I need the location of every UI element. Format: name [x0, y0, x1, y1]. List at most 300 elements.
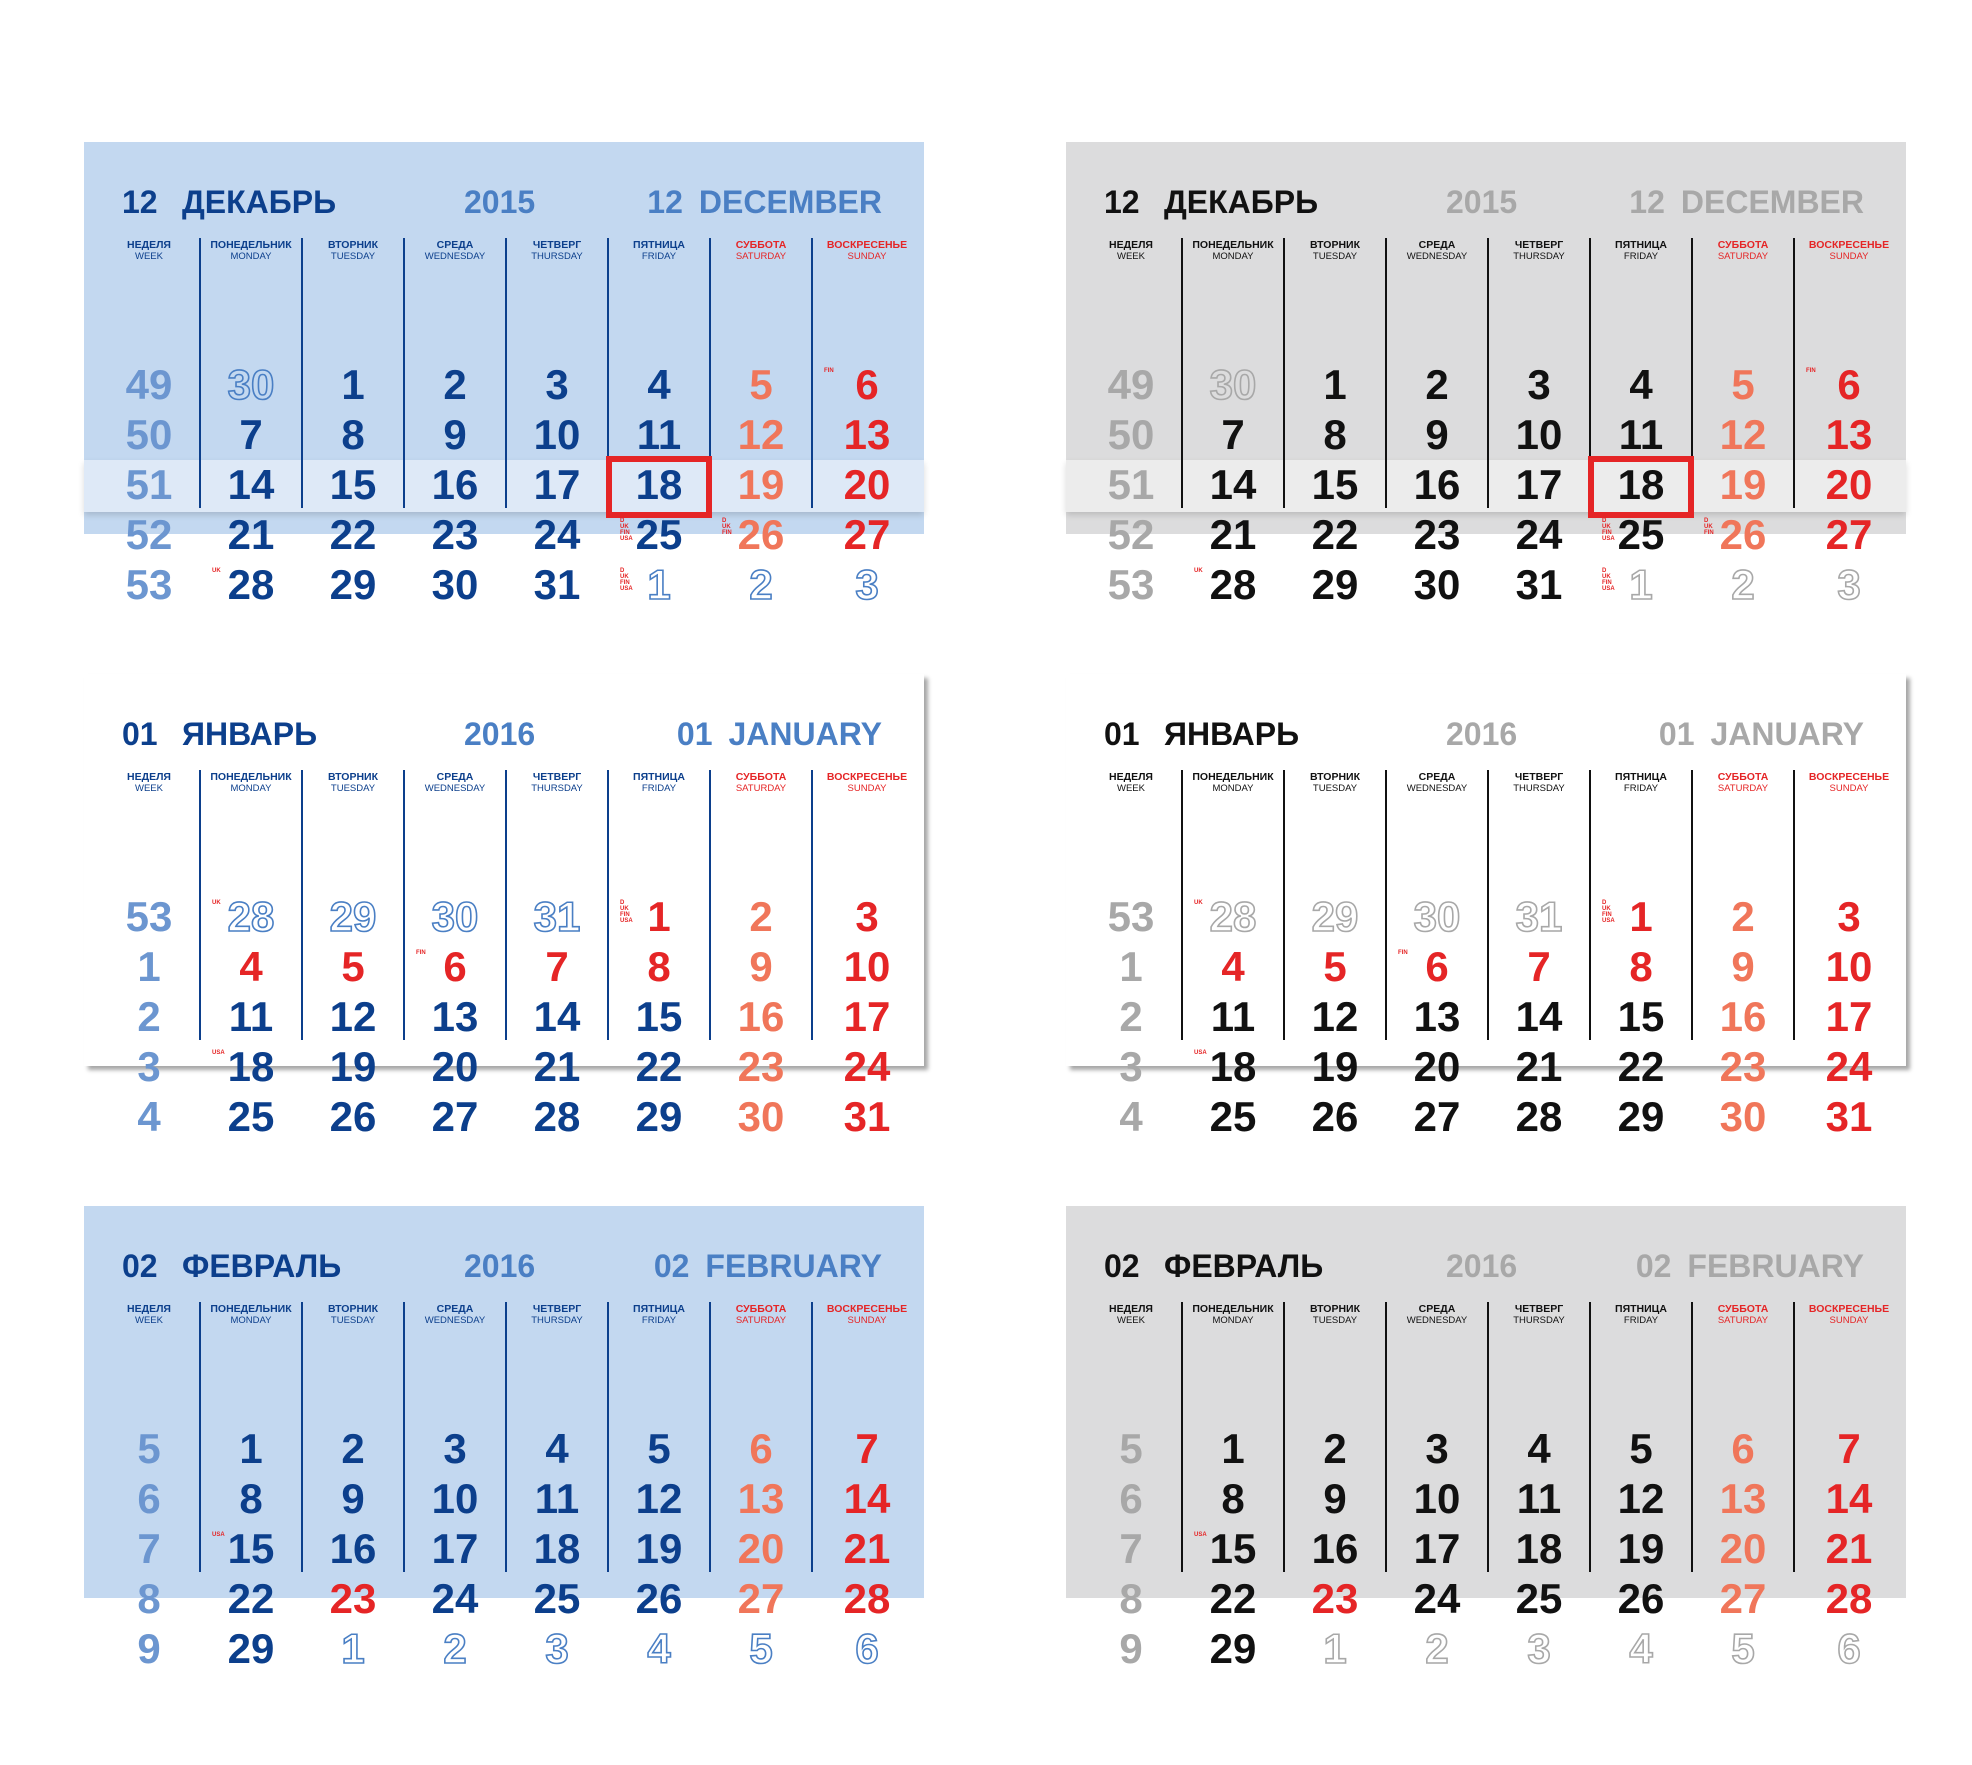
day-cell[interactable]: 28	[1209, 561, 1257, 608]
day-cell[interactable]: 27	[737, 1575, 785, 1622]
day-cell[interactable]: 28	[1825, 1575, 1873, 1622]
week-number: 53	[125, 893, 173, 940]
day-cell[interactable]: 30	[1209, 361, 1257, 408]
day-cell[interactable]: 25	[1617, 511, 1665, 558]
day-header-en: WEEK	[1117, 251, 1145, 262]
month-title-ru	[122, 718, 317, 750]
day-cell[interactable]: 28	[1209, 893, 1257, 940]
day-cell[interactable]: 10	[533, 411, 581, 458]
day-cell[interactable]: 1	[1323, 1625, 1347, 1672]
day-cell[interactable]: 23	[1311, 1575, 1359, 1622]
day-header-en: MONDAY	[230, 783, 272, 794]
day-cell[interactable]: 12	[1617, 1475, 1665, 1522]
day-header	[200, 771, 302, 795]
day-cell[interactable]: 6	[855, 361, 879, 408]
day-cell[interactable]: 14	[1209, 461, 1257, 508]
day-cell[interactable]: 28	[1515, 1093, 1563, 1140]
week-number: 2	[137, 993, 161, 1040]
day-cell[interactable]: 9	[749, 943, 773, 990]
day-cell[interactable]: 29	[1311, 561, 1359, 608]
day-cell[interactable]: 29	[1311, 893, 1359, 940]
day-cell[interactable]: 12	[737, 411, 785, 458]
day-cell[interactable]: 29	[227, 1625, 275, 1672]
day-cell[interactable]: 5	[647, 1425, 671, 1472]
day-cell[interactable]: 5	[1731, 361, 1755, 408]
week-number: 4	[137, 1093, 161, 1140]
day-header	[302, 1303, 404, 1327]
day-header	[608, 1303, 710, 1327]
day-header-en: SATURDAY	[735, 783, 787, 794]
day-cell[interactable]: 30	[431, 893, 479, 940]
day-cell[interactable]: 10	[843, 943, 891, 990]
day-cell[interactable]: 1	[341, 1625, 365, 1672]
day-cell[interactable]: 26	[737, 511, 785, 558]
day-cell[interactable]: 7	[1527, 943, 1551, 990]
holiday-mark: FIN	[1806, 368, 1816, 374]
day-cell[interactable]: 29	[329, 561, 377, 608]
day-cell[interactable]: 27	[1413, 1093, 1461, 1140]
month-title-en	[1629, 186, 1864, 218]
day-cell[interactable]: 12	[1719, 411, 1767, 458]
day-header-en: WEEK	[135, 251, 163, 262]
day-cell[interactable]: 1	[239, 1425, 263, 1472]
day-cell[interactable]: 1	[1629, 561, 1653, 608]
day-cell[interactable]: 1	[1323, 361, 1347, 408]
day-cell[interactable]: 7	[545, 943, 569, 990]
day-cell[interactable]: 4	[1221, 943, 1245, 990]
day-cell[interactable]: 17	[1515, 461, 1563, 508]
day-cell[interactable]: 16	[1719, 993, 1767, 1040]
holiday-mark: D UK FIN	[722, 518, 732, 536]
year-label: 2016	[464, 1248, 536, 1284]
day-header	[1794, 1303, 1904, 1327]
day-cell[interactable]: 15	[635, 993, 683, 1040]
day-cell[interactable]: 6	[855, 1625, 879, 1672]
day-cell[interactable]: 24	[843, 1043, 891, 1090]
day-cell[interactable]: 13	[431, 993, 479, 1040]
day-cell[interactable]: 2	[341, 1425, 365, 1472]
day-cell[interactable]: 3	[545, 361, 569, 408]
day-cell[interactable]: 23	[329, 1575, 377, 1622]
day-cell[interactable]: 24	[431, 1575, 479, 1622]
day-cell[interactable]: 28	[843, 1575, 891, 1622]
day-header-en: THURSDAY	[531, 783, 583, 794]
day-cell[interactable]: 27	[843, 511, 891, 558]
day-header-ru: ВОСКРЕСЕНЬЕ	[1808, 239, 1890, 251]
holiday-mark: USA	[212, 1532, 225, 1538]
day-header-ru: ВОСКРЕСЕНЬЕ	[826, 239, 908, 251]
day-cell[interactable]: 26	[1311, 1093, 1359, 1140]
day-cell[interactable]: 2	[1425, 361, 1449, 408]
day-header	[404, 239, 506, 263]
day-cell[interactable]: 23	[1413, 511, 1461, 558]
day-cell[interactable]: 8	[1323, 411, 1347, 458]
day-header-ru: СУББОТА	[735, 771, 787, 783]
day-cell[interactable]: 2	[749, 561, 773, 608]
day-cell[interactable]: 10	[1413, 1475, 1461, 1522]
day-cell[interactable]: 2	[443, 361, 467, 408]
day-cell[interactable]: 2	[1731, 893, 1755, 940]
day-cell[interactable]: 13	[1413, 993, 1461, 1040]
day-cell[interactable]: 29	[1209, 1625, 1257, 1672]
day-cell[interactable]: 23	[431, 511, 479, 558]
day-cell[interactable]: 4	[545, 1425, 569, 1472]
day-cell[interactable]: 11	[534, 1475, 580, 1522]
day-cell[interactable]: 26	[1617, 1575, 1665, 1622]
month-number: 01	[1104, 716, 1140, 752]
day-cell[interactable]: 9	[443, 411, 467, 458]
day-header-en: THURSDAY	[1513, 251, 1565, 262]
day-cell[interactable]: 29	[1617, 1093, 1665, 1140]
day-cell[interactable]: 25	[1209, 1093, 1257, 1140]
day-cell[interactable]: 6	[443, 943, 467, 990]
day-header-en: WEEK	[135, 1315, 163, 1326]
day-cell[interactable]: 16	[329, 1525, 377, 1572]
day-header	[1080, 771, 1182, 795]
day-cell[interactable]: 28	[227, 561, 275, 608]
day-cell[interactable]: 31	[533, 561, 581, 608]
day-cell[interactable]: 5	[749, 361, 773, 408]
day-cell[interactable]: 3	[545, 1625, 569, 1672]
day-header	[302, 239, 404, 263]
day-cell[interactable]: 28	[533, 1093, 581, 1140]
day-cell[interactable]: 24	[1413, 1575, 1461, 1622]
day-cell[interactable]: 17	[431, 1525, 479, 1572]
day-cell[interactable]: 1	[1629, 893, 1653, 940]
month-name-en: FEBRUARY	[1687, 1248, 1864, 1284]
day-cell[interactable]: 2	[749, 893, 773, 940]
day-cell[interactable]: 27	[431, 1093, 479, 1140]
day-header-ru: ВОСКРЕСЕНЬЕ	[826, 1303, 908, 1315]
day-cell[interactable]: 6	[1837, 1625, 1861, 1672]
day-header-en: FRIDAY	[641, 783, 677, 794]
day-cell[interactable]: 15	[329, 461, 377, 508]
day-cell[interactable]: 15	[1617, 993, 1665, 1040]
day-cell[interactable]: 14	[227, 461, 275, 508]
day-cell[interactable]: 3	[1425, 1425, 1449, 1472]
day-cell[interactable]: 7	[1221, 411, 1245, 458]
day-cell[interactable]: 6	[1837, 361, 1861, 408]
day-cell[interactable]: 9	[1323, 1475, 1347, 1522]
day-cell[interactable]: 6	[1731, 1425, 1755, 1472]
day-cell[interactable]: 18	[1515, 1525, 1563, 1572]
day-header-en: WEDNESDAY	[424, 251, 486, 262]
day-cell[interactable]: 7	[1837, 1425, 1861, 1472]
day-cell[interactable]: 16	[431, 461, 479, 508]
day-cell[interactable]: 17	[1413, 1525, 1461, 1572]
day-cell[interactable]: 13	[1825, 411, 1873, 458]
day-cell[interactable]: 21	[1825, 1525, 1873, 1572]
day-header-ru: ВТОРНИК	[327, 239, 379, 251]
day-header-ru: ЧЕТВЕРГ	[532, 1303, 582, 1315]
day-header-ru: НЕДЕЛЯ	[127, 239, 171, 251]
day-cell[interactable]: 18	[1209, 1043, 1257, 1090]
day-cell[interactable]: 11	[1210, 993, 1256, 1040]
day-cell[interactable]: 14	[1515, 993, 1563, 1040]
day-header-en: TUESDAY	[330, 783, 376, 794]
day-cell[interactable]: 11	[1618, 411, 1664, 458]
day-cell[interactable]: 26	[329, 1093, 377, 1140]
day-cell[interactable]: 5	[1323, 943, 1347, 990]
day-header-ru: СРЕДА	[1418, 1303, 1456, 1315]
day-cell[interactable]: 1	[647, 561, 671, 608]
day-cell[interactable]: 29	[635, 1093, 683, 1140]
day-cell[interactable]: 3	[1837, 893, 1861, 940]
day-cell[interactable]: 4	[1527, 1425, 1551, 1472]
day-cell[interactable]: 5	[1731, 1625, 1755, 1672]
month-title-ru	[1104, 718, 1299, 750]
day-cell[interactable]: 3	[443, 1425, 467, 1472]
day-header-en: WEEK	[1117, 1315, 1145, 1326]
day-cell[interactable]: 28	[227, 893, 275, 940]
day-cell[interactable]: 22	[227, 1575, 275, 1622]
day-cell[interactable]: 16	[1413, 461, 1461, 508]
month-name-ru: ЯНВАРЬ	[1164, 716, 1300, 752]
week-number: 2	[1119, 993, 1143, 1040]
day-header-ru: СУББОТА	[1717, 1303, 1769, 1315]
day-cell[interactable]: 22	[329, 511, 377, 558]
day-cell[interactable]: 30	[1719, 1093, 1767, 1140]
day-cell[interactable]: 1	[1221, 1425, 1245, 1472]
day-cell[interactable]: 13	[737, 1475, 785, 1522]
day-cell[interactable]: 19	[635, 1525, 683, 1572]
day-cell[interactable]: 21	[1209, 511, 1257, 558]
day-cell[interactable]: 20	[1413, 1043, 1461, 1090]
today-marker	[1588, 456, 1694, 518]
year-label: 2015	[464, 184, 536, 220]
day-header	[1692, 1303, 1794, 1327]
day-cell[interactable]: 25	[635, 511, 683, 558]
day-header-en: MONDAY	[230, 251, 272, 262]
day-cell[interactable]: 20	[1719, 1525, 1767, 1572]
day-cell[interactable]: 16	[1311, 1525, 1359, 1572]
day-cell[interactable]: 22	[1209, 1575, 1257, 1622]
day-header-ru: ВОСКРЕСЕНЬЕ	[1808, 771, 1890, 783]
day-cell[interactable]: 14	[533, 993, 581, 1040]
day-header-ru: СУББОТА	[1717, 771, 1769, 783]
day-cell[interactable]: 10	[1825, 943, 1873, 990]
day-header	[1386, 1303, 1488, 1327]
day-cell[interactable]: 24	[533, 511, 581, 558]
day-cell[interactable]: 7	[855, 1425, 879, 1472]
day-cell[interactable]: 30	[1413, 893, 1461, 940]
day-cell[interactable]: 14	[843, 1475, 891, 1522]
day-cell[interactable]: 5	[749, 1625, 773, 1672]
day-cell[interactable]: 20	[737, 1525, 785, 1572]
day-cell[interactable]: 3	[1527, 361, 1551, 408]
day-cell[interactable]: 3	[855, 561, 879, 608]
day-cell[interactable]: 22	[635, 1043, 683, 1090]
week-number: 8	[1119, 1575, 1143, 1622]
day-cell[interactable]: 31	[1515, 561, 1563, 608]
day-cell[interactable]: 15	[1209, 1525, 1257, 1572]
day-header-en: SATURDAY	[1717, 251, 1769, 262]
week-number: 4	[1119, 1093, 1143, 1140]
day-cell[interactable]: 26	[635, 1575, 683, 1622]
day-cell[interactable]: 8	[1221, 1475, 1245, 1522]
day-cell[interactable]: 23	[737, 1043, 785, 1090]
day-cell[interactable]: 3	[1837, 561, 1861, 608]
day-header-en: MONDAY	[1212, 783, 1254, 794]
day-cell[interactable]: 31	[1825, 1093, 1873, 1140]
month-title-en	[677, 718, 882, 750]
day-cell[interactable]: 10	[1515, 411, 1563, 458]
day-cell[interactable]: 23	[1719, 1043, 1767, 1090]
month-number: 01	[122, 716, 158, 752]
day-cell[interactable]: 15	[1311, 461, 1359, 508]
day-cell[interactable]: 30	[227, 361, 275, 408]
week-number: 5	[1119, 1425, 1143, 1472]
day-cell[interactable]: 22	[1617, 1043, 1665, 1090]
day-cell[interactable]: 6	[1425, 943, 1449, 990]
day-header-ru: ВОСКРЕСЕНЬЕ	[826, 771, 908, 783]
day-cell[interactable]: 31	[1515, 893, 1563, 940]
day-header-ru: ВТОРНИК	[327, 1303, 379, 1315]
day-cell[interactable]: 29	[329, 893, 377, 940]
day-cell[interactable]: 8	[341, 411, 365, 458]
day-cell[interactable]: 19	[1617, 1525, 1665, 1572]
day-cell[interactable]: 3	[855, 893, 879, 940]
day-cell[interactable]: 11	[228, 993, 274, 1040]
day-cell[interactable]: 6	[749, 1425, 773, 1472]
month-panel-mono	[1066, 1206, 1906, 1672]
month-name-en: JANUARY	[1710, 716, 1864, 752]
day-cell[interactable]: 2	[443, 1625, 467, 1672]
day-cell[interactable]: 9	[1731, 943, 1755, 990]
day-cell[interactable]: 20	[843, 461, 891, 508]
week-number: 49	[125, 361, 173, 408]
day-header-en: FRIDAY	[1623, 251, 1659, 262]
day-cell[interactable]: 4	[239, 943, 263, 990]
day-cell[interactable]: 3	[1527, 1625, 1551, 1672]
week-number: 52	[125, 511, 173, 558]
day-cell[interactable]: 30	[1413, 561, 1461, 608]
day-header	[1488, 1303, 1590, 1327]
day-cell[interactable]: 18	[635, 461, 683, 508]
holiday-mark: D UK FIN USA	[620, 568, 633, 592]
day-cell[interactable]: 19	[1311, 1043, 1359, 1090]
day-cell[interactable]: 16	[737, 993, 785, 1040]
day-header-en: SUNDAY	[1829, 783, 1869, 794]
day-cell[interactable]: 4	[1629, 1625, 1653, 1672]
day-header	[1692, 239, 1794, 263]
day-cell[interactable]: 21	[843, 1525, 891, 1572]
day-cell[interactable]: 18	[1617, 461, 1665, 508]
day-cell[interactable]: 25	[1515, 1575, 1563, 1622]
day-cell[interactable]: 21	[1515, 1043, 1563, 1090]
day-cell[interactable]: 30	[737, 1093, 785, 1140]
day-header-ru: ЧЕТВЕРГ	[532, 771, 582, 783]
day-cell[interactable]: 27	[1719, 1575, 1767, 1622]
day-cell[interactable]: 5	[1629, 1425, 1653, 1472]
day-cell[interactable]: 1	[341, 361, 365, 408]
day-cell[interactable]: 21	[533, 1043, 581, 1090]
day-cell[interactable]: 4	[647, 361, 671, 408]
day-cell[interactable]: 27	[1825, 511, 1873, 558]
holiday-mark: D UK FIN USA	[620, 900, 633, 924]
day-header-en: TUESDAY	[330, 251, 376, 262]
holiday-mark: UK	[212, 900, 221, 906]
day-cell[interactable]: 24	[1515, 511, 1563, 558]
week-number: 3	[137, 1043, 161, 1090]
week-number: 9	[1119, 1625, 1143, 1672]
day-cell[interactable]: 17	[1825, 993, 1873, 1040]
day-cell[interactable]: 17	[533, 461, 581, 508]
day-header	[1692, 771, 1794, 795]
day-cell[interactable]: 21	[227, 511, 275, 558]
day-cell[interactable]: 4	[1629, 361, 1653, 408]
day-cell[interactable]: 31	[843, 1093, 891, 1140]
day-cell[interactable]: 24	[1825, 1043, 1873, 1090]
day-cell[interactable]: 8	[647, 943, 671, 990]
week-number: 3	[1119, 1043, 1143, 1090]
day-cell[interactable]: 13	[843, 411, 891, 458]
day-cell[interactable]: 8	[239, 1475, 263, 1522]
week-number: 51	[1107, 461, 1155, 508]
day-header	[506, 1303, 608, 1327]
day-cell[interactable]: 14	[1825, 1475, 1873, 1522]
day-header-en: WEDNESDAY	[424, 1315, 486, 1326]
day-cell[interactable]: 19	[1719, 461, 1767, 508]
day-header	[1182, 239, 1284, 263]
day-header-en: SATURDAY	[1717, 783, 1769, 794]
month-number: 12	[1104, 184, 1140, 220]
day-cell[interactable]: 19	[737, 461, 785, 508]
day-cell[interactable]: 13	[1719, 1475, 1767, 1522]
day-cell[interactable]: 18	[533, 1525, 581, 1572]
day-header	[1386, 239, 1488, 263]
day-cell[interactable]: 15	[227, 1525, 275, 1572]
day-cell[interactable]: 25	[533, 1575, 581, 1622]
day-cell[interactable]: 7	[239, 411, 263, 458]
day-cell[interactable]: 2	[1731, 561, 1755, 608]
day-cell[interactable]: 19	[329, 1043, 377, 1090]
day-cell[interactable]: 26	[1719, 511, 1767, 558]
day-cell[interactable]: 2	[1425, 1625, 1449, 1672]
day-cell[interactable]: 4	[647, 1625, 671, 1672]
day-cell[interactable]: 17	[843, 993, 891, 1040]
month-title-ru	[122, 1250, 341, 1282]
day-cell[interactable]: 8	[1629, 943, 1653, 990]
day-cell[interactable]: 9	[341, 1475, 365, 1522]
day-header	[302, 771, 404, 795]
year-label: 2016	[1446, 1248, 1518, 1284]
day-cell[interactable]: 10	[431, 1475, 479, 1522]
day-cell[interactable]: 25	[227, 1093, 275, 1140]
month-name-ru: ДЕКАБРЬ	[182, 184, 337, 220]
day-cell[interactable]: 30	[431, 561, 479, 608]
day-cell[interactable]: 12	[1311, 993, 1359, 1040]
day-cell[interactable]: 9	[1425, 411, 1449, 458]
week-number: 50	[1107, 411, 1155, 458]
day-cell[interactable]: 5	[341, 943, 365, 990]
day-cell[interactable]: 11	[636, 411, 682, 458]
day-header-en: SUNDAY	[847, 251, 887, 262]
day-cell[interactable]: 1	[647, 893, 671, 940]
day-cell[interactable]: 22	[1311, 511, 1359, 558]
day-cell[interactable]: 2	[1323, 1425, 1347, 1472]
month-title-en	[654, 1250, 882, 1282]
day-cell[interactable]: 12	[329, 993, 377, 1040]
day-cell[interactable]: 31	[533, 893, 581, 940]
day-cell[interactable]: 20	[1825, 461, 1873, 508]
day-header	[1182, 771, 1284, 795]
day-cell[interactable]: 20	[431, 1043, 479, 1090]
day-cell[interactable]: 11	[1516, 1475, 1562, 1522]
month-number: 02	[122, 1248, 158, 1284]
day-cell[interactable]: 12	[635, 1475, 683, 1522]
day-cell[interactable]: 18	[227, 1043, 275, 1090]
